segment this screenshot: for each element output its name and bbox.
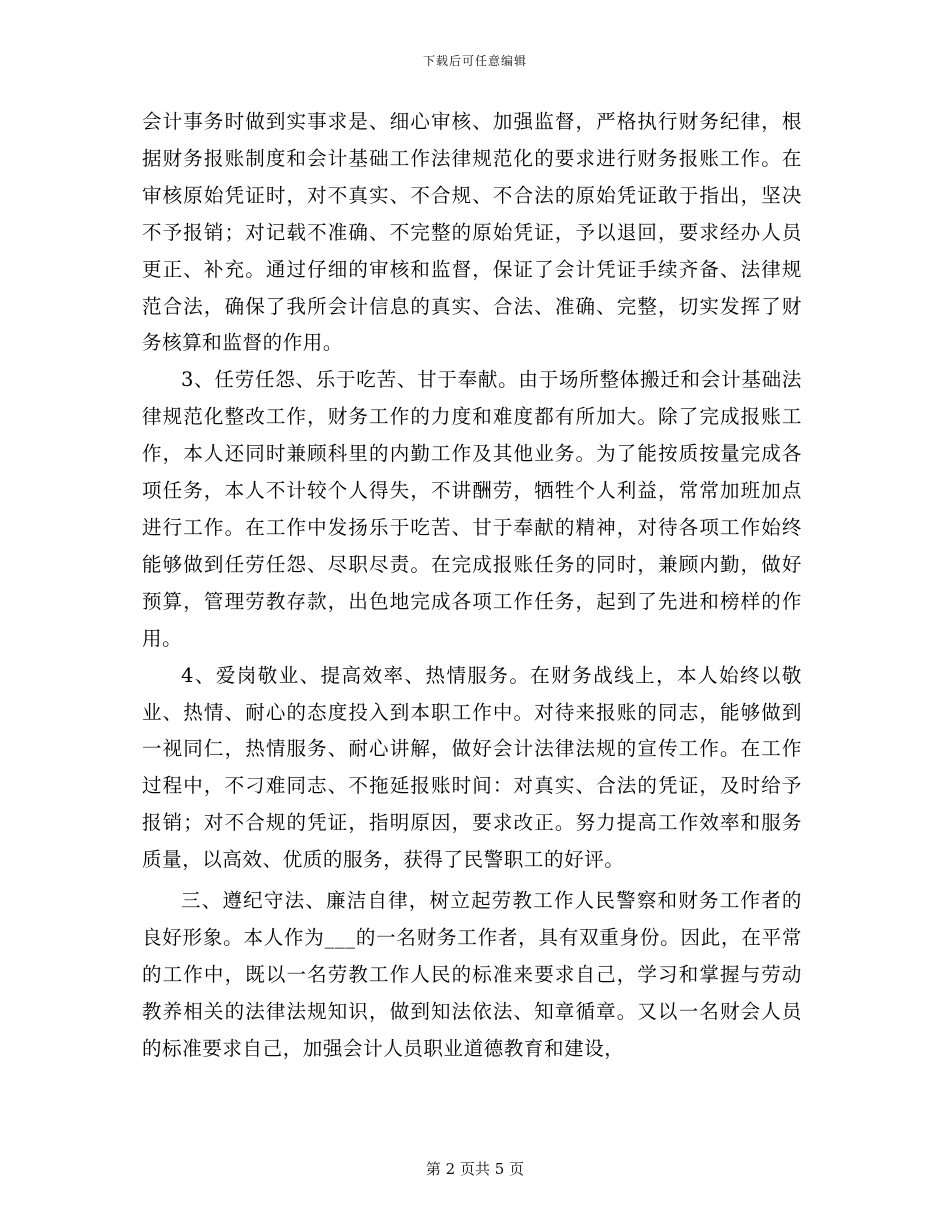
paragraph-point-4: 4、爱岗敬业、提高效率、热情服务。在财务战线上，本人始终以敬业、热情、耐心的态度投入到本职工作中。对待来报账的同志，能够做到一视同仁，热情服务、耐心讲解，做好会计法律法规的宣传工作。在工作过程中，不刁难同志、不拖延报账时间：对真实、合法的凭证，及时给予报销；对不合规的凭证，指明原因，要求改正。努力提高工作效率和服务质量，以高效、优质的服务，获得了民警职工的好评。 xyxy=(142,663,802,872)
document-body xyxy=(142,104,802,1068)
page-footer: 第 2 页共 5 页 xyxy=(425,1160,525,1178)
paragraph-audit: 会计事务时做到实事求是、细心审核、加强监督，严格执行财务纪律，根据财务报账制度和会计基础工作法律规范化的要求进行财务报账工作。在审核原始凭证时，对不真实、不合规、不合法的原始凭证敢于指出，坚决不予报销；对记载不准确、不完整的原始凭证，予以退回，要求经办人员更正、补充。通过仔细的审核和监督，保证了会计凭证手续齐备、法律规范合法，确保了我所会计信息的真实、合法、准确、完整，切实发挥了财务核算和监督的作用。 xyxy=(142,110,802,355)
paragraph-point-3: 3、任劳任怨、乐于吃苦、甘于奉献。由于场所整体搬迁和会计基础法律规范化整改工作，财务工作的力度和难度都有所加大。除了完成报账工作，本人还同时兼顾科里的内勤工作及其他业务。为了能按质按量完成各项任务，本人不计较个人得失，不讲酬劳，牺牲个人利益，常常加班加点进行工作。在工作中发扬乐于吃苦、甘于奉献的精神，对待各项工作始终能够做到任劳任怨、尽职尽责。在完成报账任务的同时，兼顾内勤，做好预算，管理劳教存款，出色地完成各项工作任务，起到了先进和榜样的作用。 xyxy=(142,368,802,650)
paragraph-section-3: 三、遵纪守法、廉洁自律，树立起劳教工作人民警察和财务工作者的良好形象。本人作为___的一名财务工作者，具有双重身份。因此，在平常的工作中，既以一名劳教工作人民的标准来要求自己，学习和掌握与劳动教养相关的法律法规知识，做到知法依法、知章循章。又以一名财会人员的标准要求自己，加强会计人员职业道德教育和建设， xyxy=(142,889,802,1060)
page-header: 下载后可任意编辑 xyxy=(422,54,527,68)
